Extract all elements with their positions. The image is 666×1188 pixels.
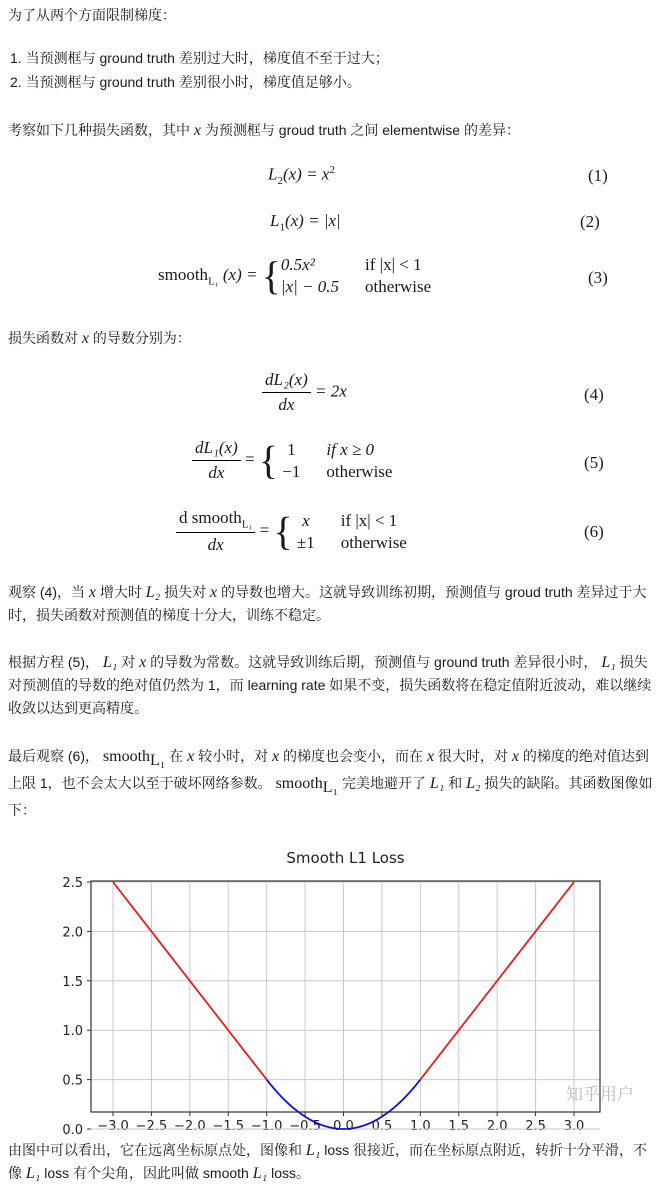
equation-1: $L_2(x) = x^2$ bbox=[268, 164, 335, 188]
x-tick-label: 2.0 bbox=[486, 1119, 508, 1134]
equation-number: (2) bbox=[580, 212, 600, 231]
plot-frame bbox=[91, 881, 600, 1112]
equation-4: $\frac{\text{dL₂(x)}}{dx}$ = 2x bbox=[262, 370, 347, 415]
equation-2: $L_1(x) = |x|$ bbox=[270, 211, 341, 234]
list-item: 2. 当预测框与 ground truth 差别很小时，梯度值足够小。 bbox=[10, 74, 361, 90]
y-tick-label: 0.0 bbox=[62, 1123, 83, 1138]
y-tick-label: 2.5 bbox=[62, 876, 83, 891]
equation-3: smooth$_{L_1}$ (x) = { 0.5x² if |x| < 1 |x| − 0.5 otherwise bbox=[158, 253, 432, 298]
x-tick-label: 1.5 bbox=[448, 1119, 470, 1134]
x-tick-label: −0.5 bbox=[289, 1119, 321, 1134]
x-tick-label: 1.0 bbox=[409, 1119, 431, 1134]
x-tick-label: 3.0 bbox=[563, 1119, 585, 1134]
equation-number: (1) bbox=[588, 166, 608, 185]
y-tick-label: 1.5 bbox=[62, 974, 83, 990]
derivative-intro: 损失函数对 x 的导数分别为： bbox=[8, 330, 191, 347]
x-tick-label: 0.0 bbox=[333, 1119, 354, 1134]
x-tick-label: 0.5 bbox=[371, 1119, 393, 1134]
x-tick-label: −2.5 bbox=[135, 1119, 168, 1134]
list-item: 1. 当预测框与 ground truth 差别过大时，梯度值不至于过大； bbox=[10, 50, 389, 66]
smooth-l1-chart bbox=[0, 840, 666, 1138]
equation-number: (4) bbox=[584, 385, 604, 404]
y-tick-label: 0.5 bbox=[62, 1073, 83, 1089]
x-tick-label: −1.5 bbox=[212, 1119, 245, 1134]
paragraph-equation-5: 根据方程 (5)， L₁ 对 x 的导数为常数。这就导致训练后期，预测值与 ground truth 差异很小时， L₁ 损失对预测值的导数的绝对值仍然为 1，而 learning rate 如果不变，损失函数将在稳定值附近波动，难以继续收敛以达到更高精度。 bbox=[8, 654, 652, 716]
x-tick-label: −1.0 bbox=[250, 1119, 283, 1134]
y-tick-label: 2.0 bbox=[62, 925, 83, 941]
x-tick-label: 2.5 bbox=[525, 1119, 546, 1134]
x-tick-label: −3.0 bbox=[97, 1119, 129, 1134]
equation-5: $\frac{\text{dL₁(x)}}{dx}$ = { 1 if x ≥ 0 −1 otherwise bbox=[192, 438, 392, 483]
paragraph-observation-6: 最后观察 (6)， smooth$_{L_1}$ 在 x 较小时，对 x 的梯度也会变小，而在 x 很大时，对 x 的梯度的绝对值达到上限 1，也不会太大以至于破坏网络参数。 smooth$_{L_1}$ 完美地避开了 L₁ 和 L₂ 损失的缺陷。其函数图像如下： bbox=[8, 748, 653, 818]
equation-6: $\frac{d smooth_{L_1}}{dx}$ = { x if |x| < 1 ±1 otherwise bbox=[176, 508, 407, 555]
intro-text: 为了从两个方面限制梯度： bbox=[8, 7, 176, 23]
x-tick-label: −2.0 bbox=[174, 1119, 206, 1134]
equation-number: (6) bbox=[584, 522, 604, 541]
chart-title: Smooth L1 Loss bbox=[286, 849, 405, 867]
y-tick-label: 1.0 bbox=[62, 1024, 83, 1040]
conclusion-text: 由图中可以看出，它在远离坐标原点处，图像和 L₁ loss 很接近，而在坐标原点附近，转折十分平滑，不像 L₁ loss 有个尖角，因此叫做 smooth L₁ loss。 bbox=[8, 1142, 648, 1182]
equation-number: (5) bbox=[584, 453, 604, 472]
equation-number: (3) bbox=[588, 268, 608, 287]
paragraph-observation-4: 观察 (4)，当 x 增大时 L₂ 损失对 x 的导数也增大。这就导致训练初期，预测值与 groud truth 差异过于大时，损失函数对预测值的梯度十分大，训练不稳定。 bbox=[8, 584, 647, 623]
watermark: 知乎用户 bbox=[566, 1085, 634, 1104]
consider-text: 考察如下几种损失函数，其中 x 为预测框与 groud truth 之间 elementwise 的差异： bbox=[8, 122, 520, 139]
